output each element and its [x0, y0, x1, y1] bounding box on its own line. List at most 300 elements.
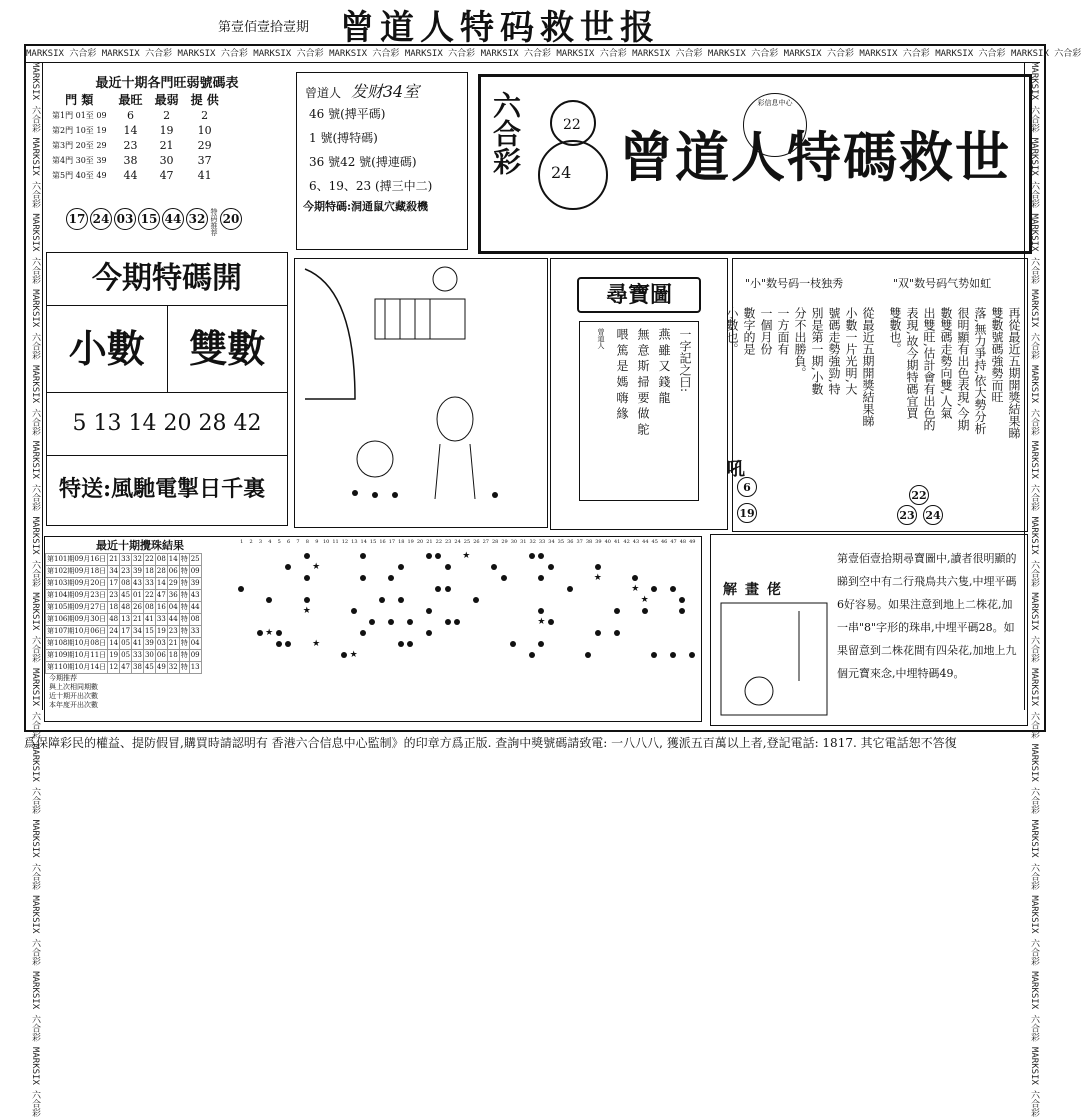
- draw-row: [46, 554, 202, 566]
- grid-star: ★: [349, 650, 358, 660]
- xunbao-title: 尋寶圖: [577, 277, 701, 313]
- grid-col-label: 47: [670, 539, 677, 545]
- tips-special: 今期特碼:洞通鼠穴藏殺機: [303, 200, 429, 213]
- draw-cell: 特: [179, 590, 189, 602]
- grid-dot: [360, 553, 366, 559]
- kaiji-option-even: 雙數: [189, 326, 266, 371]
- grid-star: ★: [631, 584, 640, 594]
- grid-dot: [445, 586, 451, 592]
- draw-cell: 41: [132, 638, 144, 650]
- draw-cell: 23: [108, 590, 120, 602]
- draw-cell: 23: [120, 566, 132, 578]
- jiehua-text: 第壹佰壹拾期尋寶圖中,讀者很明顯的睇到空中有二行飛鳥共六隻,中埋平碼6好容易。如果注意到地上二株花,加一串"8"字形的珠串,中埋平碼28。如果留意到二株花間有四朵花,加地上九個元寶來念,中埋特碼49。: [837, 552, 1017, 680]
- brand-name: 曾道人特碼救世: [619, 125, 1011, 189]
- marksix-strip-left: MARKSIX 六合彩 MARKSIX 六合彩 MARKSIX 六合彩 MARKSIX 六合彩 MARKSIX 六合彩 MARKSIX 六合彩 MARKSIX 六合彩 MARKSIX 六合彩 MARKSIX 六合彩 MARKSIX 六合彩 MARKSIX 六合彩 MARKSIX 六合彩 MARKSIX 六合彩 MARKSIX 六合彩: [26, 62, 43, 710]
- draw-row: [46, 614, 202, 626]
- grid-col-label: 8: [305, 539, 309, 545]
- draw-cell: 第105期09月27日: [46, 602, 108, 614]
- draw-cell: 43: [132, 578, 144, 590]
- grid-dot: [388, 575, 394, 581]
- grid-dot: [689, 652, 695, 658]
- draw-cell: 09: [189, 650, 201, 662]
- draw-cell: 19: [108, 650, 120, 662]
- draw-cell: 28: [155, 566, 167, 578]
- grid-dot: [670, 652, 676, 658]
- draw-cell: 第102期09月18日: [46, 566, 108, 578]
- draw-cell: 第104期09月23日: [46, 590, 108, 602]
- grid-dot: [510, 641, 516, 647]
- kaiji-panel: [46, 252, 288, 526]
- draw-cell: 36: [167, 590, 179, 602]
- grid-col-label: 11: [332, 539, 339, 545]
- draw-cell: 33: [189, 626, 201, 638]
- tip-line: 6、19、23 (搏三中二): [309, 179, 433, 193]
- grid-col-label: 23: [445, 539, 452, 545]
- grid-col-label: 28: [491, 539, 499, 545]
- draw-cell: 01: [132, 590, 144, 602]
- draw-cell: 14: [167, 554, 179, 566]
- poem-ball: 22: [909, 485, 929, 505]
- stats-balls: [66, 208, 242, 236]
- grid-dot: [304, 553, 310, 559]
- number-ball: 03: [114, 208, 136, 230]
- draw-cell: 39: [189, 578, 201, 590]
- grid-col-label: 27: [482, 539, 489, 545]
- draw-row: [46, 578, 202, 590]
- grid-dot: [266, 597, 272, 603]
- number-ball: 24: [90, 208, 112, 230]
- draw-cell: 32: [132, 554, 144, 566]
- kaiji-numbers: 5 13 14 20 28 42: [47, 393, 287, 456]
- number-ball: 32: [186, 208, 208, 230]
- draw-row: [46, 650, 202, 662]
- xunbao-text: 燕 雖 又 錢 龍: [657, 328, 671, 404]
- grid-col-label: 6: [287, 539, 291, 545]
- poem-ball: 23: [897, 505, 917, 525]
- xunbao-panel: [550, 258, 728, 530]
- grid-col-label: 12: [341, 539, 349, 545]
- grid-dot: [304, 575, 310, 581]
- draw-cell: 33: [120, 554, 132, 566]
- draw-cell: 06: [155, 650, 167, 662]
- poem-ball: 24: [923, 505, 943, 525]
- gourd-icon: [533, 85, 613, 215]
- grid-col-label: 17: [388, 539, 396, 545]
- grid-dot: [670, 586, 676, 592]
- draw-cell: 09: [189, 566, 201, 578]
- grid-col-label: 43: [632, 539, 640, 545]
- draw-cell: 45: [120, 590, 132, 602]
- draw-cell: 49: [155, 662, 167, 674]
- grid-dot: [595, 630, 601, 636]
- marksix-strip-right: MARKSIX 六合彩 MARKSIX 六合彩 MARKSIX 六合彩 MARKSIX 六合彩 MARKSIX 六合彩 MARKSIX 六合彩 MARKSIX 六合彩 MARKSIX 六合彩 MARKSIX 六合彩 MARKSIX 六合彩 MARKSIX 六合彩 MARKSIX 六合彩 MARKSIX 六合彩 MARKSIX 六合彩: [1024, 62, 1041, 710]
- grid-col-label: 34: [548, 539, 555, 545]
- draw-cell: 32: [167, 662, 179, 674]
- stats-row: 第4門 30至 39 38 30 37: [52, 154, 212, 167]
- grid-col-label: 32: [529, 539, 536, 545]
- draw-cell: 25: [189, 554, 201, 566]
- draw-cell: 第101期09月16日: [46, 554, 108, 566]
- grid-dot: [285, 641, 291, 647]
- grid-col-label: 19: [407, 539, 414, 545]
- poem-ball: 6: [737, 477, 757, 497]
- tip-line: 46 號(搏平碼): [309, 107, 386, 121]
- grid-dot: [341, 652, 347, 658]
- draw-cell: 06: [167, 566, 179, 578]
- draw-cell: 18: [143, 566, 155, 578]
- grid-col-label: 21: [426, 539, 433, 545]
- draw-cell: 第103期09月20日: [46, 578, 108, 590]
- lastten-panel: [44, 536, 702, 722]
- jiehua-panel: [710, 534, 1028, 726]
- grid-dot: [529, 652, 535, 658]
- grid-dot: [276, 641, 282, 647]
- draw-cell: 特: [179, 602, 189, 614]
- draw-cell: 第106期09月30日: [46, 614, 108, 626]
- draw-cell: 特: [179, 626, 189, 638]
- grid-dot: [548, 564, 554, 570]
- grid-dot: [595, 564, 601, 570]
- grid-star: ★: [302, 606, 311, 616]
- draw-cell: 08: [155, 554, 167, 566]
- grid-dot: [491, 564, 497, 570]
- draw-row: [46, 566, 202, 578]
- draw-cell: 特: [179, 650, 189, 662]
- draw-foot-label: 近十期开出次數: [49, 692, 98, 700]
- draw-cell: 48: [108, 614, 120, 626]
- grid-dot: [276, 630, 282, 636]
- grid-dot: [679, 597, 685, 603]
- xunbao-text: 無 意 斯 掃 要 做 鴕: [636, 328, 650, 435]
- tips-studio: 发财34室: [350, 82, 420, 101]
- draw-cell: 13: [120, 614, 132, 626]
- grid-col-label: 1: [240, 539, 244, 545]
- kaiji-title: 今期特碼開: [47, 253, 287, 306]
- grid-dot: [426, 608, 432, 614]
- draw-cell: 33: [155, 614, 167, 626]
- grid-dot: [614, 630, 620, 636]
- number-ball: 17: [66, 208, 88, 230]
- draw-cell: 33: [132, 650, 144, 662]
- draw-cell: 03: [155, 638, 167, 650]
- draw-cell: 特: [179, 614, 189, 626]
- kaiji-special: 風馳電掣日千裏: [111, 476, 266, 502]
- draw-cell: 特: [179, 566, 189, 578]
- treasure-picture: [294, 258, 548, 528]
- grid-star: ★: [462, 551, 471, 561]
- grid-col-label: 25: [463, 539, 471, 545]
- poem-heading-even: "双"数号码气势如虹: [893, 277, 992, 290]
- stats-row: 第3門 20至 29 23 21 29: [52, 139, 212, 152]
- draw-cell: 39: [143, 638, 155, 650]
- number-ball: 20: [220, 208, 242, 230]
- brand-seal: 彩信息中心: [743, 93, 807, 157]
- draw-cell: 19: [155, 626, 167, 638]
- balls-tag: 特码推荐: [210, 208, 218, 236]
- grid-dot: [538, 641, 544, 647]
- draw-cell: 34: [132, 626, 144, 638]
- grid-col-label: 26: [473, 539, 480, 545]
- grid-dot: [585, 652, 591, 658]
- stats-panel: [46, 72, 288, 183]
- lastten-title: 最近十期攪珠結果: [96, 539, 184, 552]
- grid-dot: [473, 597, 479, 603]
- draw-row: [46, 626, 202, 638]
- gourd-ball: 24: [551, 163, 572, 182]
- stats-row: 第2門 10至 19 14 19 10: [52, 124, 212, 137]
- tip-line: 36 號42 號(搏連碼): [309, 155, 417, 169]
- grid-col-label: 41: [614, 539, 621, 545]
- poem-mark: 吼: [727, 459, 745, 480]
- issue-number: 第壹佰壹拾壹期: [218, 20, 310, 35]
- grid-col-label: 39: [595, 539, 602, 545]
- trend-grid: [237, 537, 697, 719]
- grid-dot: [379, 597, 385, 603]
- kaiji-special-label: 特送:: [59, 476, 112, 502]
- stats-header: 最旺: [118, 93, 143, 107]
- tip-line: 1 號(搏特碼): [309, 131, 378, 145]
- grid-dot: [632, 575, 638, 581]
- marksix-strip-top: MARKSIX 六合彩 MARKSIX 六合彩 MARKSIX 六合彩 MARKSIX 六合彩 MARKSIX 六合彩 MARKSIX 六合彩 MARKSIX 六合彩 MARKSIX 六合彩 MARKSIX 六合彩 MARKSIX 六合彩 MARKSIX 六合彩 MARKSIX 六合彩 MARKSIX 六合彩 MARKSIX 六合彩: [26, 46, 1040, 63]
- grid-dot: [257, 630, 263, 636]
- draw-cell: 04: [167, 602, 179, 614]
- grid-star: ★: [640, 595, 649, 605]
- draw-cell: 08: [120, 578, 132, 590]
- grid-col-label: 37: [576, 539, 583, 545]
- grid-dot: [538, 608, 544, 614]
- draw-cell: 特: [179, 554, 189, 566]
- grid-dot: [351, 608, 357, 614]
- grid-col-label: 9: [315, 539, 319, 545]
- grid-dot: [304, 597, 310, 603]
- stats-header: 提 供: [190, 93, 219, 107]
- draw-cell: 22: [143, 590, 155, 602]
- draw-cell: 24: [108, 626, 120, 638]
- draw-cell: 18: [167, 650, 179, 662]
- draw-cell: 29: [167, 578, 179, 590]
- tips-who: 曾道人: [305, 86, 342, 100]
- draw-cell: 44: [167, 614, 179, 626]
- brand-lhc: 六合彩: [489, 91, 522, 175]
- number-ball: 15: [138, 208, 160, 230]
- brand-panel: [478, 74, 1032, 254]
- grid-col-label: 35: [557, 539, 565, 545]
- draw-cell: 26: [132, 602, 144, 614]
- grid-dot: [435, 553, 441, 559]
- grid-col-label: 3: [258, 539, 263, 545]
- draw-cell: 04: [189, 638, 201, 650]
- tips-panel: [296, 72, 468, 250]
- grid-col-label: 45: [651, 539, 658, 545]
- grid-dot: [529, 553, 535, 559]
- grid-col-label: 31: [520, 539, 527, 545]
- grid-col-label: 49: [689, 539, 696, 545]
- grid-col-label: 4: [268, 539, 272, 545]
- draw-cell: 14: [108, 638, 120, 650]
- draw-cell: 17: [120, 626, 132, 638]
- draw-foot-label: 本年度开出次數: [49, 701, 98, 709]
- draw-cell: 17: [108, 578, 120, 590]
- grid-dot: [567, 586, 573, 592]
- poem-col-small: 從最近五期開獎結果睇 小數一片光明,大 號碼走勢強勁,特 別是第一期,小數 分不出勝負。 一方面有 一個月份 數字的是 小數也。: [725, 307, 875, 427]
- grid-col-label: 18: [398, 539, 405, 545]
- grid-col-label: 16: [379, 539, 386, 545]
- draw-cell: 34: [108, 566, 120, 578]
- xunbao-text: 一字記之曰:: [678, 328, 692, 393]
- poem-ball: 19: [737, 503, 757, 523]
- grid-dot: [398, 564, 404, 570]
- number-ball: 44: [162, 208, 184, 230]
- draw-cell: 05: [120, 650, 132, 662]
- grid-col-label: 13: [351, 539, 358, 545]
- draw-cell: 21: [132, 614, 144, 626]
- draw-cell: 特: [179, 578, 189, 590]
- draw-row: [46, 590, 202, 602]
- grid-dot: [435, 586, 441, 592]
- draw-row: [46, 638, 202, 650]
- grid-col-label: 15: [369, 539, 377, 545]
- grid-star: ★: [312, 639, 321, 649]
- grid-col-label: 7: [296, 539, 300, 545]
- draw-row: [46, 602, 202, 614]
- grid-col-label: 33: [538, 539, 546, 545]
- xunbao-seal: 曾道人: [597, 328, 605, 349]
- grid-dot: [454, 619, 460, 625]
- grid-dot: [445, 619, 451, 625]
- grid-dot: [407, 641, 413, 647]
- draw-cell: 14: [155, 578, 167, 590]
- stats-table: [46, 91, 225, 183]
- draw-cell: 41: [143, 614, 155, 626]
- footer-notice: 爲保障彩民的權益、提防假冒,購買時請認明有 香港六合信息中心監制》的印章方爲正版. 查詢中獎號碼請致電: 一八八八, 獲派五百萬以上者,登記電話: 1817. 其它電話恕不答復: [24, 736, 957, 750]
- grid-dot: [426, 553, 432, 559]
- grid-dot: [369, 619, 375, 625]
- draw-foot-label: 今期推荐: [49, 674, 77, 682]
- draw-cell: 21: [108, 554, 120, 566]
- grid-dot: [548, 619, 554, 625]
- lastten-table: [45, 553, 202, 674]
- grid-col-label: 2: [249, 539, 253, 545]
- draw-cell: 18: [108, 602, 120, 614]
- draw-cell: 30: [143, 650, 155, 662]
- poem-col-even: 再從最近五期開獎結果睇 雙數號碼強勢而旺 落,無力爭持,依大勢分析 很明顯有出色表現,今期 數雙碼走勢向雙,人氣 出雙旺,估計會有出色的 表現,故今期特碼宜買 雙數也。: [888, 307, 1021, 439]
- grid-col-label: 20: [416, 539, 424, 545]
- grid-dot: [538, 575, 544, 581]
- grid-col-label: 36: [567, 539, 574, 545]
- draw-cell: 特: [179, 638, 189, 650]
- poem-panel: [725, 258, 1028, 532]
- draw-cell: 08: [143, 602, 155, 614]
- draw-row: [46, 662, 202, 674]
- draw-cell: 45: [143, 662, 155, 674]
- draw-cell: 44: [189, 602, 201, 614]
- stats-row: 第1門 01至 09 6 2 2: [52, 109, 209, 122]
- grid-star: ★: [312, 562, 321, 572]
- grid-dot: [538, 553, 544, 559]
- grid-dot: [285, 564, 291, 570]
- grid-col-label: 24: [454, 539, 461, 545]
- poem-heading-small: "小"数号码一枝独秀: [745, 277, 844, 290]
- grid-col-label: 38: [585, 539, 593, 545]
- grid-star: ★: [265, 628, 274, 638]
- grid-dot: [651, 586, 657, 592]
- grid-dot: [398, 641, 404, 647]
- grid-star: ★: [593, 573, 602, 583]
- grid-dot: [501, 575, 507, 581]
- draw-cell: 第107期10月06日: [46, 626, 108, 638]
- masthead-title: 曾道人特码救世报: [340, 8, 660, 48]
- draw-foot-label: 與上次相同期數: [49, 683, 98, 691]
- grid-col-label: 10: [322, 539, 330, 545]
- jiehua-title: 解畫佬: [723, 582, 789, 598]
- draw-cell: 21: [167, 638, 179, 650]
- draw-cell: 特: [179, 662, 189, 674]
- gourd-ball: 22: [563, 117, 581, 133]
- draw-cell: 38: [132, 662, 144, 674]
- grid-dot: [642, 608, 648, 614]
- draw-cell: 48: [120, 602, 132, 614]
- draw-cell: 15: [143, 626, 155, 638]
- grid-dot: [360, 630, 366, 636]
- grid-col-label: 44: [642, 539, 649, 545]
- draw-cell: 第109期10月11日: [46, 650, 108, 662]
- grid-dot: [238, 586, 244, 592]
- grid-dot: [407, 619, 413, 625]
- draw-cell: 05: [120, 638, 132, 650]
- stats-header: 門 類: [65, 93, 94, 107]
- draw-cell: 23: [167, 626, 179, 638]
- grid-dot: [398, 597, 404, 603]
- draw-cell: 12: [108, 662, 120, 674]
- draw-cell: 第110期10月14日: [46, 662, 108, 674]
- lastten-foot: [45, 674, 235, 710]
- draw-cell: 16: [155, 602, 167, 614]
- draw-cell: 22: [143, 554, 155, 566]
- grid-dot: [426, 630, 432, 636]
- grid-star: ★: [537, 617, 546, 627]
- grid-col-label: 42: [623, 539, 630, 545]
- xunbao-text: 喂 篤 是 媽 嗨 緣: [615, 328, 629, 420]
- treasure-drawing: [295, 259, 547, 527]
- draw-cell: 39: [132, 566, 144, 578]
- grid-col-label: 22: [435, 539, 443, 545]
- draw-cell: 43: [189, 590, 201, 602]
- grid-dot: [679, 608, 685, 614]
- grid-dot: [651, 652, 657, 658]
- kaiji-option-small: 小數: [47, 306, 168, 392]
- grid-col-label: 14: [360, 539, 367, 545]
- grid-dot: [445, 564, 451, 570]
- draw-cell: 08: [189, 614, 201, 626]
- grid-col-label: 46: [660, 539, 668, 545]
- draw-cell: 33: [143, 578, 155, 590]
- grid-col-label: 29: [501, 539, 508, 545]
- grid-dot: [360, 575, 366, 581]
- grid-col-label: 40: [604, 539, 611, 545]
- grid-dot: [388, 619, 394, 625]
- grid-col-label: 30: [510, 539, 518, 545]
- stats-header: 最弱: [154, 93, 179, 107]
- draw-cell: 47: [155, 590, 167, 602]
- draw-cell: 13: [189, 662, 201, 674]
- draw-cell: 第108期10月08日: [46, 638, 108, 650]
- grid-col-label: 48: [679, 539, 687, 545]
- draw-cell: 47: [120, 662, 132, 674]
- stats-row: 第5門 40至 49 44 47 41: [52, 169, 212, 182]
- grid-dot: [614, 608, 620, 614]
- grid-col-label: 5: [277, 539, 281, 545]
- stats-title: 最近十期各門旺弱號碼表: [95, 76, 239, 91]
